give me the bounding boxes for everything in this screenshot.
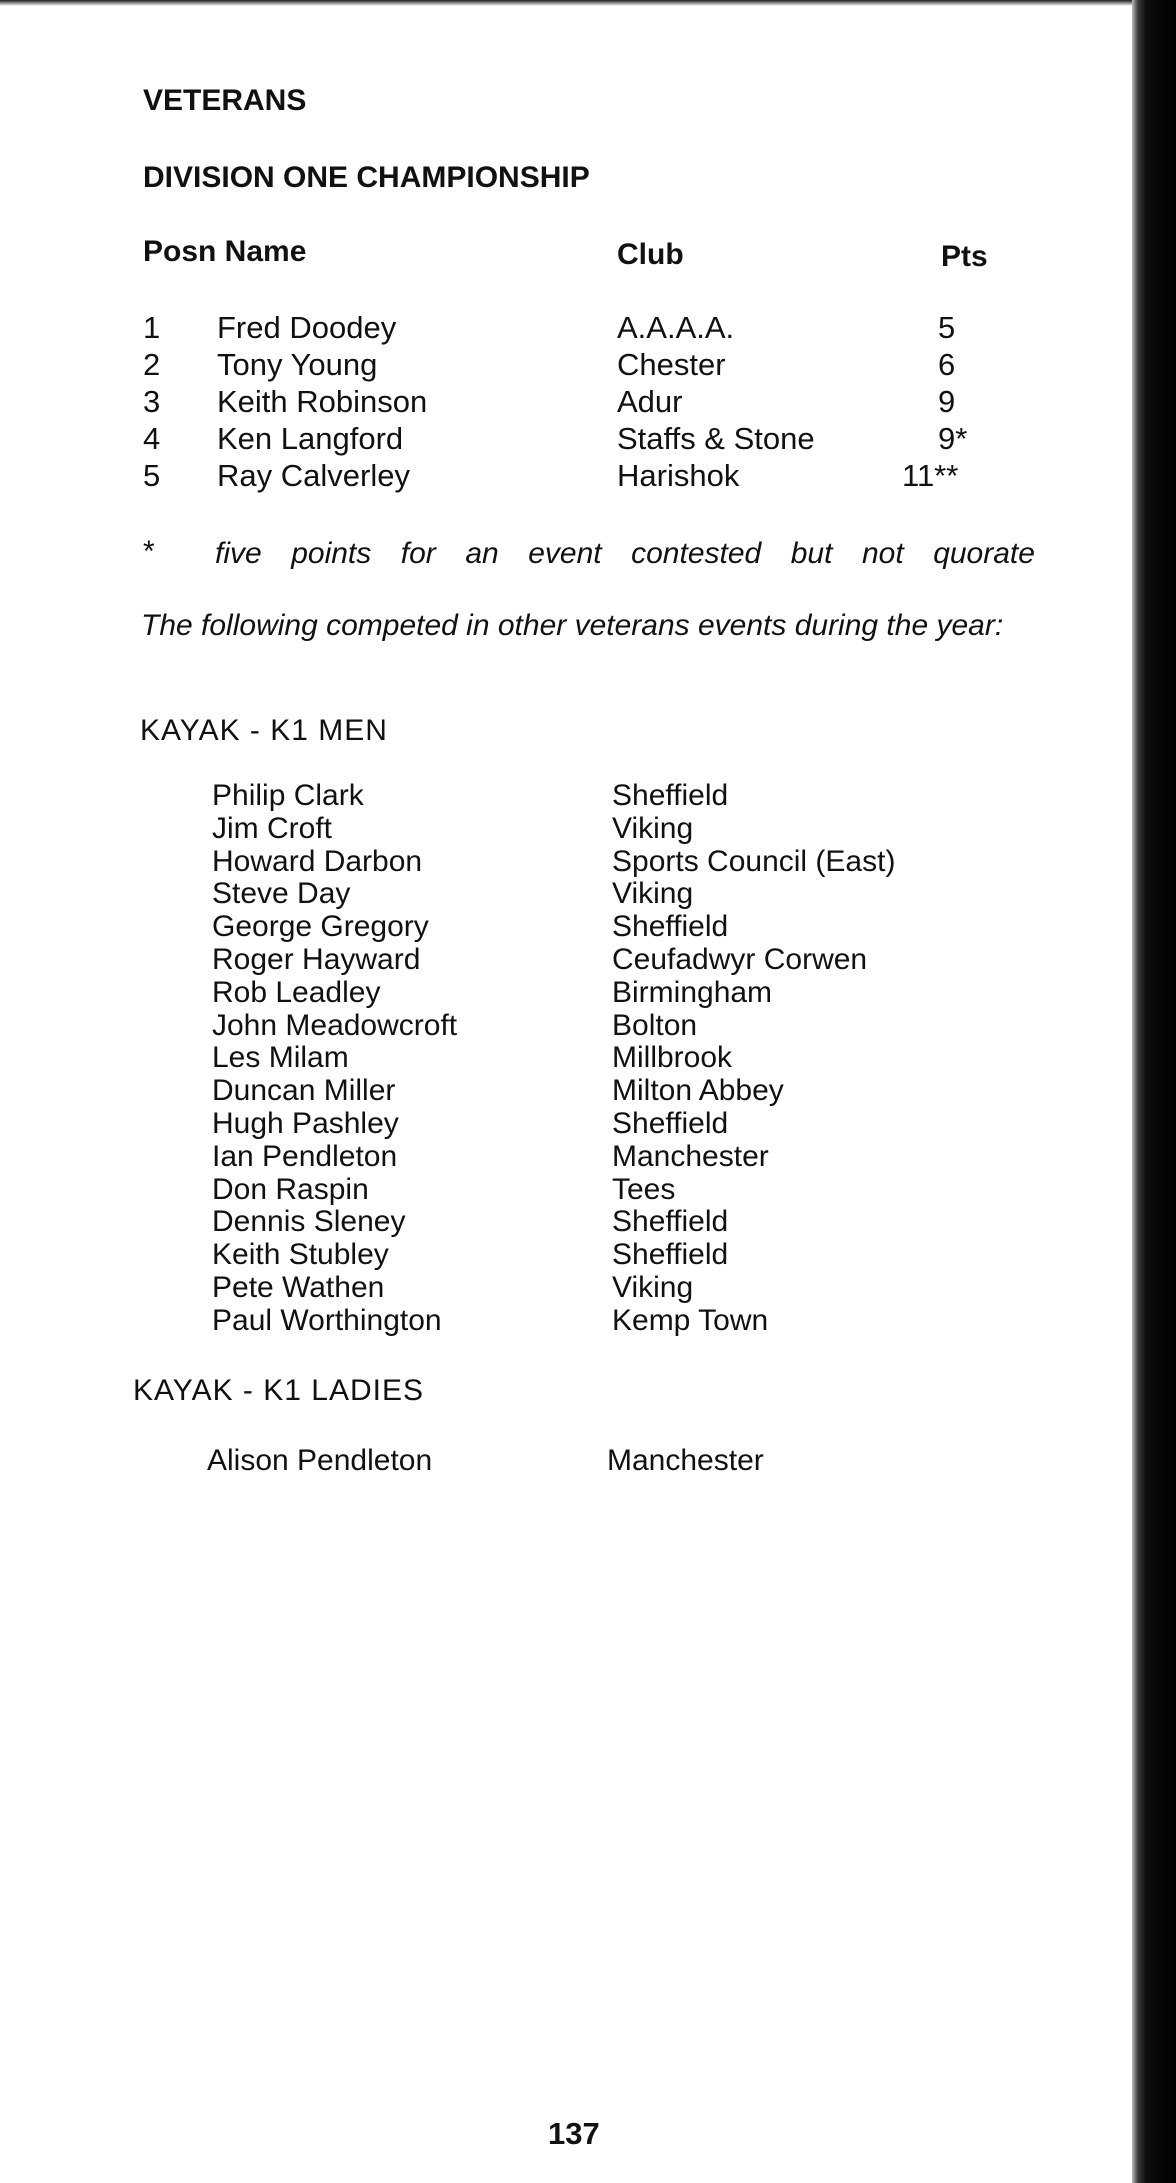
competitor-name: George Gregory: [212, 910, 429, 943]
section-heading-k1-men: KAYAK - K1 MEN: [140, 714, 388, 747]
competitor-club: Ceufadwyr Corwen: [612, 943, 868, 976]
points-cell: 11**: [902, 458, 959, 493]
points-cell: 9: [938, 384, 956, 419]
list-item: [0, 976, 1100, 1009]
list-item: [0, 877, 1100, 910]
table-row: [0, 422, 1100, 456]
footnote-word: event: [528, 537, 602, 570]
competitor-name: Pete Wathen: [212, 1271, 385, 1304]
competitor-name: Steve Day: [212, 877, 351, 910]
name-cell: Tony Young: [217, 347, 378, 382]
competitor-club: Tees: [612, 1173, 676, 1206]
competitor-club: Manchester: [612, 1140, 769, 1173]
footnote-word: quorate: [933, 537, 1035, 570]
club-cell: Staffs & Stone: [617, 421, 815, 456]
competitor-club: Viking: [612, 812, 694, 845]
footnote-word: but: [790, 537, 833, 570]
page-number: 137: [548, 2116, 600, 2151]
competitor-club: Sheffield: [612, 1238, 729, 1271]
club-cell: A.A.A.A.: [617, 310, 735, 345]
competitor-club: Sheffield: [612, 1107, 729, 1140]
competitor-club: Manchester: [607, 1444, 764, 1477]
points-cell: 5: [938, 310, 956, 345]
competitor-name: Les Milam: [212, 1041, 349, 1074]
position-cell: 1: [143, 310, 161, 345]
page-subtitle: DIVISION ONE CHAMPIONSHIP: [143, 161, 590, 194]
list-item: [0, 1304, 1100, 1337]
competitor-name: Duncan Miller: [212, 1074, 396, 1107]
name-cell: Ray Calverley: [217, 458, 410, 493]
column-header-club: Club: [617, 238, 684, 271]
competitor-club: Sheffield: [612, 910, 729, 943]
points-cell: 6: [938, 347, 956, 382]
table-row: [0, 311, 1100, 345]
points-cell: 9*: [938, 421, 968, 456]
competitor-name: Philip Clark: [212, 779, 364, 812]
competitor-name: Rob Leadley: [212, 976, 381, 1009]
competitor-name: Alison Pendleton: [207, 1444, 433, 1477]
club-cell: Chester: [617, 347, 726, 382]
table-row: [0, 348, 1100, 382]
competitor-name: Don Raspin: [212, 1173, 369, 1206]
list-item: [0, 1444, 1100, 1478]
club-cell: Harishok: [617, 458, 740, 493]
competitor-club: Birmingham: [612, 976, 773, 1009]
club-cell: Adur: [617, 384, 683, 419]
table-row: [0, 385, 1100, 419]
competitor-name: Dennis Sleney: [212, 1205, 406, 1238]
competitor-name: Keith Stubley: [212, 1238, 389, 1271]
competitor-club: Viking: [612, 877, 694, 910]
list-item: [0, 1173, 1100, 1206]
competitor-name: Hugh Pashley: [212, 1107, 399, 1140]
list-item: [0, 1238, 1100, 1271]
footnote-word: for: [400, 537, 436, 570]
column-header-pts: Pts: [941, 240, 988, 273]
page-title: VETERANS: [143, 84, 307, 117]
competitor-club: Bolton: [612, 1009, 698, 1042]
footnote-word: not: [861, 537, 904, 570]
list-item: [0, 779, 1100, 812]
name-cell: Fred Doodey: [217, 310, 397, 345]
table-row: [0, 459, 1100, 493]
column-header-posn-name: Posn Name: [143, 235, 307, 268]
footnote-word: points: [291, 537, 372, 570]
competitor-name: Howard Darbon: [212, 845, 423, 878]
list-item: [0, 943, 1100, 976]
competitor-club: Kemp Town: [612, 1304, 769, 1337]
footnote-word: five: [215, 537, 262, 570]
competitor-club: Milton Abbey: [612, 1074, 784, 1107]
list-item: [0, 845, 1100, 878]
list-item: [0, 1205, 1100, 1238]
page-top-edge: [0, 0, 1176, 6]
name-cell: Keith Robinson: [217, 384, 428, 419]
position-cell: 2: [143, 347, 161, 382]
name-cell: Ken Langford: [217, 421, 404, 456]
page-spine-edge: [1132, 0, 1176, 2183]
competitor-name: Paul Worthington: [212, 1304, 442, 1337]
competitor-club: Sheffield: [612, 779, 729, 812]
list-item: [0, 1074, 1100, 1107]
competitor-club: Sheffield: [612, 1205, 729, 1238]
position-cell: 5: [143, 458, 161, 493]
position-cell: 3: [143, 384, 161, 419]
list-item: [0, 910, 1100, 943]
list-item: [0, 1107, 1100, 1140]
footnote-word: contested: [631, 537, 762, 570]
list-item: [0, 1140, 1100, 1173]
intro-paragraph: The following competed in other veterans events during the year:: [141, 609, 1004, 642]
list-item: [0, 1041, 1100, 1074]
competitor-name: John Meadowcroft: [212, 1009, 458, 1042]
footnote-word: an: [465, 537, 499, 570]
competitor-club: Millbrook: [612, 1041, 733, 1074]
footnote-text: [215, 537, 1035, 571]
list-item: [0, 1009, 1100, 1042]
list-item: [0, 812, 1100, 845]
competitor-club: Viking: [612, 1271, 694, 1304]
competitor-club: Sports Council (East): [612, 845, 896, 878]
footnote-marker: *: [143, 535, 155, 568]
competitor-name: Jim Croft: [212, 812, 332, 845]
section-heading-k1-ladies: KAYAK - K1 LADIES: [133, 1374, 424, 1407]
list-item: [0, 1271, 1100, 1304]
competitor-name: Ian Pendleton: [212, 1140, 398, 1173]
competitor-name: Roger Hayward: [212, 943, 421, 976]
position-cell: 4: [143, 421, 161, 456]
